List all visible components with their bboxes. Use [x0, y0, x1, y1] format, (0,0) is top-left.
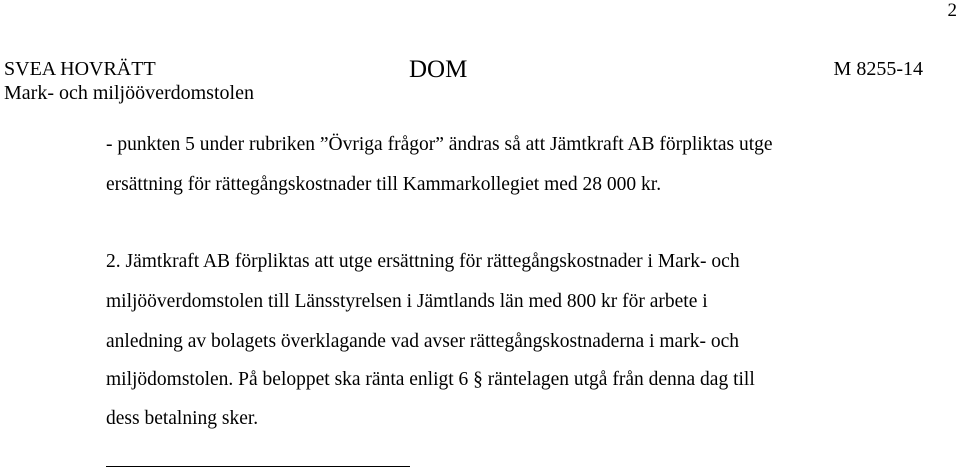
body-line: - punkten 5 under rubriken ”Övriga frågor” ändras så att Jämtkraft AB förpliktas utge: [106, 134, 773, 155]
page-number: 2: [947, 0, 957, 21]
body-line: miljööverdomstolen till Länsstyrelsen i Jämtlands län med 800 kr för arbete i: [106, 291, 708, 312]
body-line: dess betalning sker.: [106, 408, 259, 429]
body-line: anledning av bolagets överklagande vad avser rättegångskostnaderna i mark- och: [106, 331, 739, 352]
case-number: M 8255-14: [833, 58, 923, 80]
court-name: SVEA HOVRÄTT: [4, 58, 156, 80]
body-line: miljödomstolen. På beloppet ska ränta enligt 6 § räntelagen utgå från denna dag till: [106, 369, 755, 390]
end-rule: [106, 466, 410, 467]
document-type: DOM: [409, 56, 468, 83]
body-line: ersättning för rättegångskostnader till Kammarkollegiet med 28 000 kr.: [106, 174, 662, 195]
court-division: Mark- och miljööverdomstolen: [4, 82, 254, 104]
body-line: 2. Jämtkraft AB förpliktas att utge ersättning för rättegångskostnader i Mark- och: [106, 251, 740, 272]
